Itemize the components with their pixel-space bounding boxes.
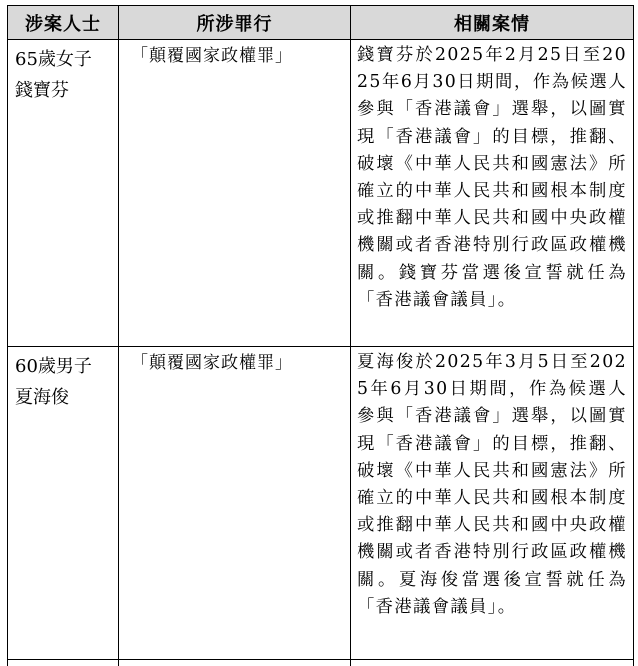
person-cell: [8, 40, 119, 347]
details-cell: 夏海俊於2025年3月5日至2025年6月30日期間，作為候選人參與「香港議會」選舉，以圖實現「香港議會」的目標，推翻、破壞《中華人民共和國憲法》所確立的中華人民共和國根本制度或推翻中華人民共和國中央政權機關或者香港特別行政區政權機關。夏海俊當選後宣誓就任為「香港議會議員」。: [351, 347, 634, 660]
person-description: 65歲女子: [15, 44, 112, 75]
table-header-row: [8, 6, 634, 40]
offence-cell: 「顛覆國家政權罪」: [119, 40, 351, 347]
header-offence: 所涉罪行: [119, 6, 351, 40]
table-row: [8, 347, 634, 660]
person-name: 錢寶芬: [15, 75, 112, 106]
person-name: 夏海俊: [15, 382, 112, 413]
details-cell: 錢寶芬於2025年2月25日至2025年6月30日期間，作為候選人參與「香港議會」選舉，以圖實現「香港議會」的目標，推翻、破壞《中華人民共和國憲法》所確立的中華人民共和國根本制度或推翻中華人民共和國中央政權機關或者香港特別行政區政權機關。錢寶芬當選後宣誓就任為「香港議會議員」。: [351, 40, 634, 347]
header-person: 涉案人士: [8, 6, 119, 40]
person-description: 60歲男子: [15, 351, 112, 382]
table-row-partial: [8, 660, 634, 666]
table-row: [8, 40, 634, 347]
case-table: [7, 5, 634, 666]
empty-cell: [351, 660, 634, 666]
empty-cell: [119, 660, 351, 666]
person-cell: [8, 347, 119, 660]
header-details: 相關案情: [351, 6, 634, 40]
empty-cell: [8, 660, 119, 666]
offence-cell: 「顛覆國家政權罪」: [119, 347, 351, 660]
